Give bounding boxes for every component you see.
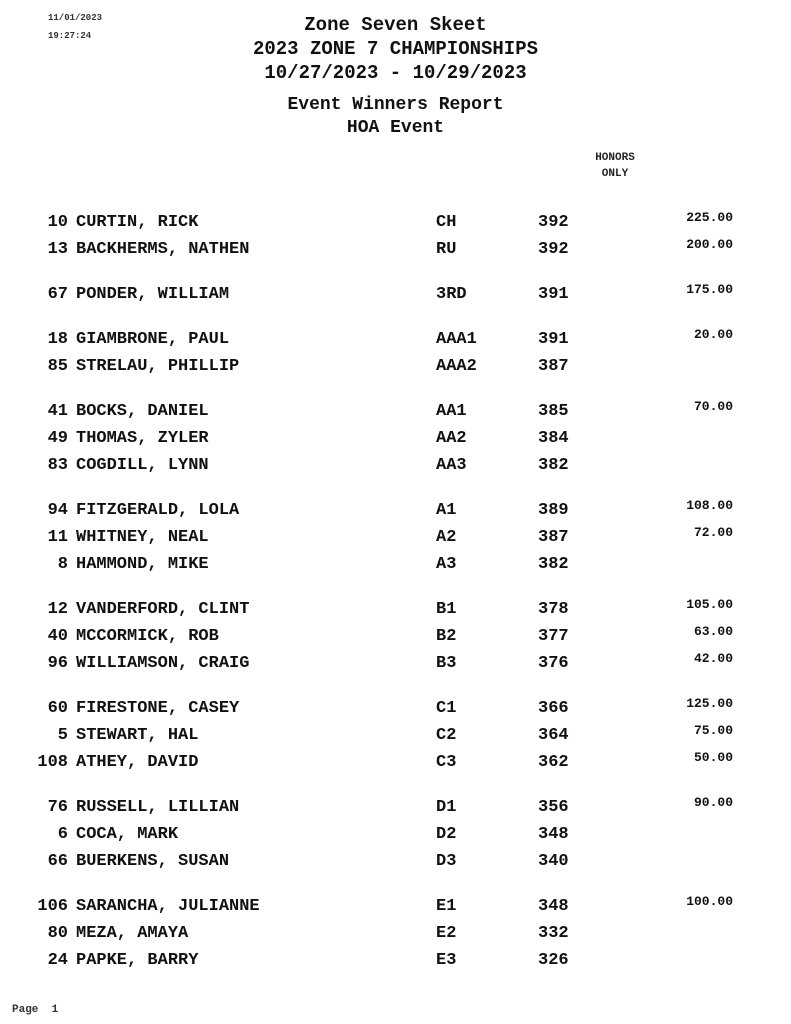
only-label: ONLY — [601, 168, 629, 180]
shooter-name: FITZGERALD, LOLA — [76, 501, 240, 520]
score: 391 — [538, 330, 569, 349]
shooter-number: 67 — [47, 285, 68, 304]
score: 332 — [538, 924, 569, 943]
shooter-number: 8 — [57, 555, 68, 574]
award-class: AA3 — [436, 456, 467, 475]
winner-row — [0, 825, 791, 849]
shooter-name: BACKHERMS, NATHEN — [76, 240, 250, 259]
award-class: B3 — [436, 654, 457, 673]
award-class: AA2 — [436, 429, 467, 448]
honors-amount: 175.00 — [686, 282, 733, 297]
award-class: D3 — [436, 852, 457, 871]
score: 382 — [538, 456, 569, 475]
honors-amount: 50.00 — [693, 750, 733, 765]
shooter-name: WHITNEY, NEAL — [76, 528, 209, 547]
score: 362 — [538, 753, 569, 772]
honors-label: HONORS — [595, 152, 635, 164]
award-class: B2 — [436, 627, 457, 646]
shooter-number: 60 — [47, 699, 68, 718]
shooter-number: 108 — [37, 753, 68, 772]
award-class: C3 — [436, 753, 457, 772]
shooter-number: 94 — [47, 501, 68, 520]
award-class: AAA2 — [436, 357, 477, 376]
shooter-name: MCCORMICK, ROB — [76, 627, 219, 646]
honors-amount: 225.00 — [686, 210, 733, 225]
award-class: A2 — [436, 528, 457, 547]
award-class: D2 — [436, 825, 457, 844]
score: 392 — [538, 240, 569, 259]
winner-row — [0, 951, 791, 975]
honors-amount: 200.00 — [686, 237, 733, 252]
winner-row — [0, 210, 791, 237]
score: 326 — [538, 951, 569, 970]
winner-row — [0, 456, 791, 480]
winner-row — [0, 327, 791, 354]
honors-amount: 108.00 — [686, 498, 733, 513]
winner-row — [0, 696, 791, 723]
shooter-name: VANDERFORD, CLINT — [76, 600, 250, 619]
page-label: Page — [12, 1004, 39, 1016]
shooter-number: 18 — [47, 330, 68, 349]
winner-row — [0, 525, 791, 552]
shooter-number: 10 — [47, 213, 68, 232]
honors-amount: 75.00 — [693, 723, 733, 738]
award-class: E1 — [436, 897, 457, 916]
winner-row — [0, 282, 791, 309]
winner-row — [0, 750, 791, 777]
shooter-number: 106 — [37, 897, 68, 916]
shooter-name: ATHEY, DAVID — [76, 753, 199, 772]
shooter-name: CURTIN, RICK — [76, 213, 199, 232]
shooter-name: MEZA, AMAYA — [76, 924, 189, 943]
shooter-number: 66 — [47, 852, 68, 871]
honors-amount: 125.00 — [686, 696, 733, 711]
report-title: Event Winners Report — [287, 95, 504, 115]
shooter-name: GIAMBRONE, PAUL — [76, 330, 230, 349]
award-class: E3 — [436, 951, 457, 970]
event-dates: 10/27/2023 - 10/29/2023 — [264, 62, 527, 84]
score: 392 — [538, 213, 569, 232]
award-class: C1 — [436, 699, 457, 718]
honors-amount: 70.00 — [693, 399, 733, 414]
score: 378 — [538, 600, 569, 619]
print-date: 11/01/2023 — [48, 13, 103, 23]
award-class: D1 — [436, 798, 457, 817]
score: 382 — [538, 555, 569, 574]
event-name: HOA Event — [346, 118, 445, 138]
winner-row — [0, 498, 791, 525]
print-time: 19:27:24 — [48, 31, 92, 41]
winner-row — [0, 651, 791, 678]
score: 384 — [538, 429, 569, 448]
page-footer — [12, 1004, 58, 1016]
score: 387 — [538, 357, 569, 376]
score: 348 — [538, 897, 569, 916]
shooter-name: STEWART, HAL — [76, 726, 199, 745]
shooter-number: 76 — [47, 798, 68, 817]
honors-amount: 105.00 — [686, 597, 733, 612]
shooter-name: COGDILL, LYNN — [76, 456, 209, 475]
winner-row — [0, 795, 791, 822]
shooter-number: 12 — [47, 600, 68, 619]
award-class: 3RD — [436, 285, 467, 304]
honors-amount: 42.00 — [693, 651, 733, 666]
shooter-number: 40 — [47, 627, 68, 646]
shooter-number: 13 — [47, 240, 68, 259]
honors-amount: 63.00 — [693, 624, 733, 639]
score: 385 — [538, 402, 569, 421]
winner-row — [0, 429, 791, 453]
shooter-name: STRELAU, PHILLIP — [76, 357, 240, 376]
award-class: C2 — [436, 726, 457, 745]
shooter-number: 41 — [47, 402, 68, 421]
shooter-number: 6 — [57, 825, 68, 844]
award-class: AAA1 — [436, 330, 477, 349]
shooter-name: HAMMOND, MIKE — [76, 555, 209, 574]
winner-row — [0, 555, 791, 579]
shooter-name: FIRESTONE, CASEY — [76, 699, 240, 718]
award-class: AA1 — [436, 402, 467, 421]
event-title: 2023 ZONE 7 CHAMPIONSHIPS — [252, 38, 539, 60]
winner-row — [0, 237, 791, 264]
winner-row — [0, 357, 791, 381]
score: 364 — [538, 726, 569, 745]
award-class: CH — [436, 213, 457, 232]
shooter-number: 49 — [47, 429, 68, 448]
score: 340 — [538, 852, 569, 871]
shooter-number: 24 — [47, 951, 68, 970]
winner-row — [0, 399, 791, 426]
winner-row — [0, 924, 791, 948]
shooter-number: 80 — [47, 924, 68, 943]
score: 348 — [538, 825, 569, 844]
shooter-number: 11 — [47, 528, 68, 547]
award-class: A1 — [436, 501, 457, 520]
shooter-name: SARANCHA, JULIANNE — [76, 897, 260, 916]
score: 356 — [538, 798, 569, 817]
score: 389 — [538, 501, 569, 520]
shooter-name: COCA, MARK — [76, 825, 179, 844]
shooter-name: PONDER, WILLIAM — [76, 285, 230, 304]
winner-row — [0, 597, 791, 624]
page-number: 1 — [51, 1004, 59, 1016]
shooter-name: RUSSELL, LILLIAN — [76, 798, 240, 817]
score: 377 — [538, 627, 569, 646]
score: 376 — [538, 654, 569, 673]
honors-amount: 20.00 — [693, 327, 733, 342]
award-class: A3 — [436, 555, 457, 574]
shooter-name: WILLIAMSON, CRAIG — [76, 654, 250, 673]
winner-row — [0, 723, 791, 750]
winner-row — [0, 624, 791, 651]
score: 387 — [538, 528, 569, 547]
award-class: E2 — [436, 924, 457, 943]
shooter-number: 5 — [57, 726, 68, 745]
honors-amount: 100.00 — [686, 894, 733, 909]
shooter-name: THOMAS, ZYLER — [76, 429, 209, 448]
shooter-name: BOCKS, DANIEL — [76, 402, 209, 421]
shooter-number: 96 — [47, 654, 68, 673]
club-title: Zone Seven Skeet — [304, 14, 487, 36]
honors-amount: 90.00 — [693, 795, 733, 810]
honors-amount: 72.00 — [693, 525, 733, 540]
award-class: RU — [436, 240, 457, 259]
winner-row — [0, 852, 791, 876]
winner-row — [0, 894, 791, 921]
shooter-number: 85 — [47, 357, 68, 376]
score: 391 — [538, 285, 569, 304]
shooter-number: 83 — [47, 456, 68, 475]
shooter-name: PAPKE, BARRY — [76, 951, 199, 970]
honors-only-note — [560, 150, 670, 182]
shooter-name: BUERKENS, SUSAN — [76, 852, 230, 871]
award-class: B1 — [436, 600, 457, 619]
score: 366 — [538, 699, 569, 718]
